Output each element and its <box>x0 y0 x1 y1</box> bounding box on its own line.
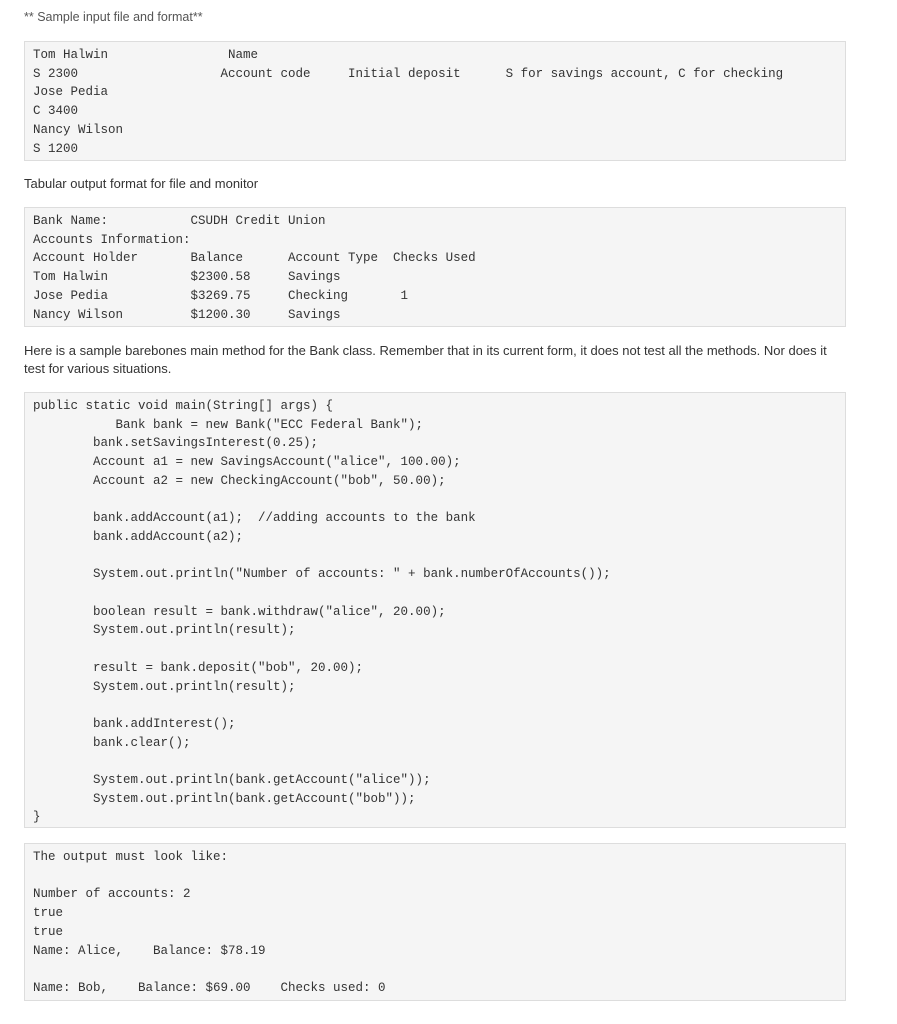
sample-input-code-block: Tom Halwin Name S 2300 Account code Initial deposit S for savings account, C for checking Jose Pedia C 3400 Nancy Wilson S 1200 <box>24 41 846 161</box>
main-method-intro: Here is a sample barebones main method for the Bank class. Remember that in its current form, it does not test all the methods. Nor does it test for various situations. <box>24 343 831 376</box>
tabular-output-heading: Tabular output format for file and monitor <box>24 176 259 191</box>
tabular-output-code-block: Bank Name: CSUDH Credit Union Accounts Information: Account Holder Balance Account Type Checks Used Tom Halwin $2300.58 Savings Jose Pedia $3269.75 Checking 1 Nancy Wilson $1200.30 Savings <box>24 207 846 327</box>
expected-output-code-block: The output must look like: Number of accounts: 2 true true Name: Alice, Balance: $78.19 Name: Bob, Balance: $69.00 Checks used: 0 <box>24 843 846 1001</box>
main-method-code-block: public static void main(String[] args) { Bank bank = new Bank("ECC Federal Bank"); bank.setSavingsInterest(0.25); Account a1 = new SavingsAccount("alice", 100.00); Account a2 = new CheckingAccount("bob", 50.00); bank.addAccount(a1); //adding accounts to the bank bank.addAccount(a2); System.out.println("Number of accounts: " + bank.numberOfAccounts()); boolean result = bank.withdraw("alice", 20.00); System.out.println(result); result = bank.deposit("bob", 20.00); System.out.println(result); bank.addInterest(); bank.clear(); System.out.println(bank.getAccount("alice")); System.out.println(bank.getAccount("bob")); } <box>24 392 846 828</box>
sample-input-heading: ** Sample input file and format** <box>24 10 203 24</box>
